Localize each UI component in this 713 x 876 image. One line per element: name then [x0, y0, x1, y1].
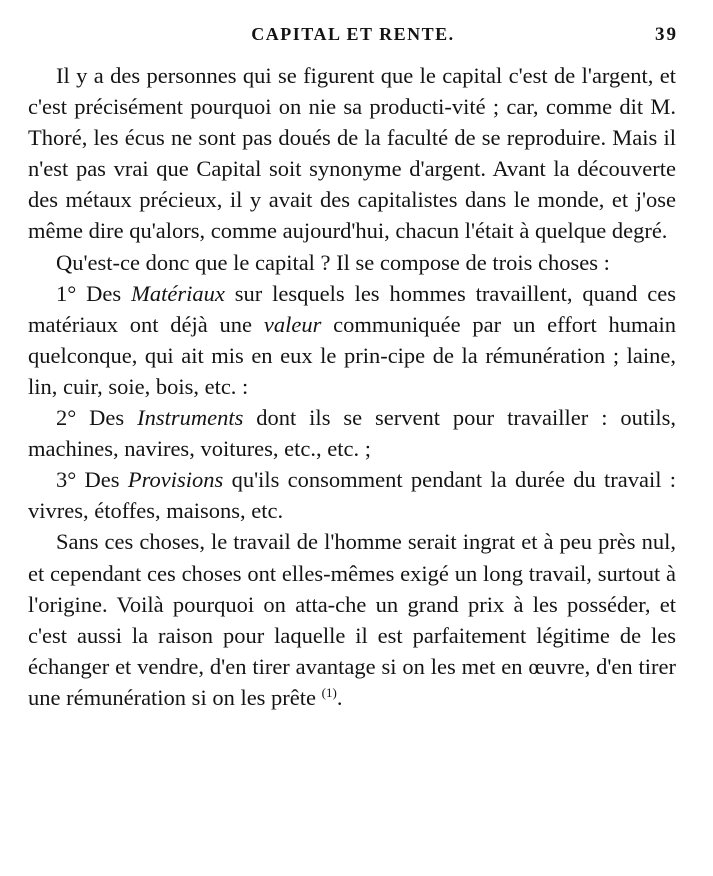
paragraph-text: Il y a des personnes qui se figurent que le capital c'est de l'argent, et c'est précisément pourquoi on nie sa producti-vité ; car, comme dit M. Thoré, les écus ne sont pas doués de la faculté de se reproduire. Mais il n'est pas vrai que Capital soit synonyme d'argent. Avant la découverte des métaux précieux, il y avait des capitalistes dans le monde, et j'ose même dire qu'alors, comme aujourd'hui, chacun l'était à quelque degré.	[28, 63, 676, 244]
paragraph-end: .	[336, 684, 343, 710]
list-item-provisions	[28, 464, 676, 526]
paragraph-capital-money	[28, 60, 676, 247]
list-text: Des	[84, 467, 120, 493]
list-text: communiquée par un effort humain quelconque, qui ait mis en eux le prin-cipe de la rémunération ; laine, lin, cuir, soie, bois, etc. :	[28, 311, 677, 399]
page-number: 39	[655, 24, 678, 45]
paragraph-capital-question	[28, 247, 676, 278]
list-number: 2°	[56, 405, 77, 431]
body-text	[28, 60, 676, 713]
term-valeur: valeur	[263, 311, 322, 337]
list-text: dont ils se servent pour travailler : outils, machines, navires, voitures, etc., etc. ;	[28, 405, 677, 462]
running-title: CAPITAL ET RENTE.	[251, 24, 455, 44]
paragraph-text: Qu'est-ce donc que le capital ? Il se compose de trois choses :	[56, 249, 610, 275]
list-text: qu'ils consomment pendant la durée du travail : vivres, étoffes, maisons, etc.	[28, 467, 677, 524]
list-number: 3°	[56, 467, 77, 493]
list-number: 1°	[56, 280, 77, 306]
list-item-materials	[28, 278, 676, 402]
term-materiaux: Matériaux	[131, 280, 225, 306]
page-header	[28, 24, 678, 50]
term-provisions: Provisions	[127, 467, 224, 493]
paragraph-text: Sans ces choses, le travail de l'homme serait ingrat et à peu près nul, et cependant ces choses ont elles-mêmes exigé un long travail, surtout à l'origine. Voilà pourquoi on atta-che un grand prix à les posséder, et c'est aussi la raison pour laquelle il est parfaitement légitime de les échanger et vendre, d'en tirer avantage si on les met en œuvre, d'en tirer une rémunération si on les prête	[28, 529, 676, 710]
list-text: Des	[89, 405, 125, 431]
footnote-reference[interactable]: (1)	[321, 684, 337, 700]
term-instruments: Instruments	[137, 405, 244, 431]
paragraph-without-these-things	[28, 526, 676, 713]
list-item-instruments	[28, 402, 676, 464]
list-text: sur lesquels les hommes travaillent, quand ces matériaux ont déjà une	[28, 280, 677, 337]
list-text: Des	[86, 280, 122, 306]
